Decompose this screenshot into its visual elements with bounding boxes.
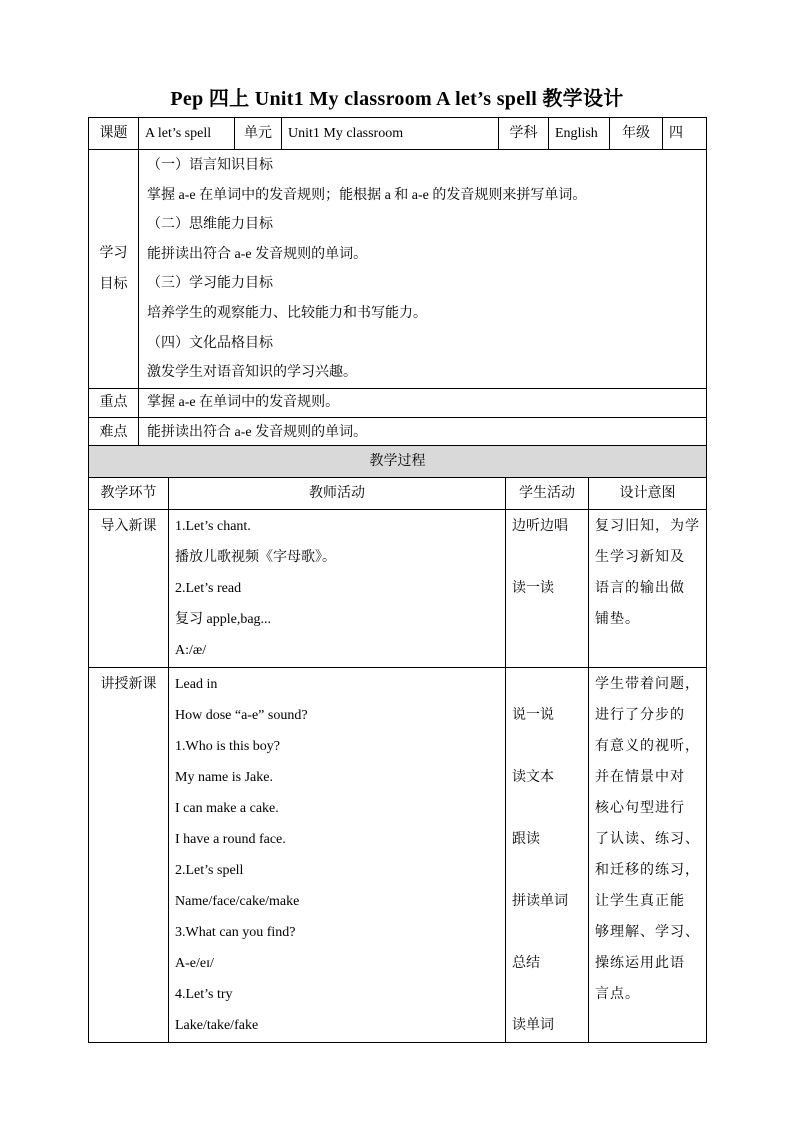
intent-line: 进行了分步的 (595, 708, 685, 723)
teacher-line: A-e/eɪ/ (175, 956, 214, 971)
difficulty-value: 能拼读出符合 a-e 发音规则的单词。 (139, 417, 707, 447)
teacher-line: A:/æ/ (175, 643, 207, 658)
intent-line: 操练运用此语 (595, 956, 685, 971)
student-line: 读单词 (512, 1018, 554, 1033)
goal-text: 能拼读出符合 a-e 发音规则的单词。 (147, 246, 368, 262)
difficulty-label: 难点 (89, 417, 139, 447)
student-line (512, 979, 588, 1010)
student-line: 总结 (512, 956, 540, 971)
topic-value: A let’s spell (139, 118, 235, 150)
teacher-line: 复习 apple,bag... (175, 612, 272, 627)
student-line (512, 855, 588, 886)
teacher-line: 播放儿歌视频《字母歌》。 (175, 550, 336, 565)
subject-value: English (549, 118, 610, 150)
goals-label (89, 150, 139, 389)
teacher-activity-cell (169, 510, 506, 668)
intent-line: 让学生真正能 (595, 894, 685, 909)
goals-content (139, 150, 707, 389)
goal-heading: （三）学习能力目标 (147, 276, 273, 292)
intent-line: 言点。 (595, 987, 640, 1002)
table-row (89, 668, 707, 1043)
student-activity-cell (506, 668, 589, 1043)
intent-line: 生学习新知及 (595, 550, 685, 565)
goal-text: 培养学生的观察能力、比较能力和书写能力。 (147, 305, 427, 321)
info-row (89, 118, 707, 150)
process-header-row (89, 446, 707, 478)
teacher-activity-cell (169, 668, 506, 1043)
teacher-line: How dose “a-e” sound? (175, 708, 308, 723)
student-line: 读一读 (512, 581, 554, 596)
intent-line: 和迁移的练习， (595, 863, 700, 878)
teacher-line: 3.What can you find? (175, 925, 296, 940)
lesson-info-table (88, 117, 707, 448)
student-line (512, 542, 588, 573)
column-header-teacher: 教师活动 (169, 478, 506, 510)
teacher-line: 1.Who is this boy? (175, 739, 280, 754)
column-header-student: 学生活动 (506, 478, 589, 510)
goal-text: 激发学生对语音知识的学习兴趣。 (147, 365, 357, 381)
intent-line: 学生带着问题， (595, 677, 700, 692)
goal-heading: （二）思维能力目标 (147, 217, 273, 233)
document-title: Pep 四上 Unit1 My classroom A let’s spell 教学设计 (170, 88, 624, 110)
goals-label-line-2: 目标 (99, 276, 128, 292)
student-line (512, 669, 588, 700)
grade-label: 年级 (610, 118, 663, 150)
intent-line: 复习旧知，为学 (595, 519, 700, 534)
table-row (89, 510, 707, 668)
goals-row (89, 150, 707, 389)
subject-label: 学科 (499, 118, 549, 150)
teacher-line: I have a round face. (175, 832, 286, 847)
student-line: 读文本 (512, 770, 554, 785)
stage-cell: 导入新课 (89, 510, 169, 668)
student-line (512, 731, 588, 762)
teaching-process-table (88, 445, 707, 1043)
topic-label: 课题 (89, 118, 139, 150)
goal-text: 掌握 a-e 在单词中的发音规则；能根据 a 和 a-e 的发音规则来拼写单词。 (147, 187, 587, 203)
teacher-line: 1.Let’s chant. (175, 519, 251, 534)
student-line: 跟读 (512, 832, 540, 847)
intent-line: 核心句型进行 (595, 801, 685, 816)
key-point-label: 重点 (89, 388, 139, 417)
student-line: 说一说 (512, 708, 554, 723)
process-header: 教学过程 (89, 446, 707, 478)
column-header-stage: 教学环节 (89, 478, 169, 510)
student-line (512, 917, 588, 948)
intent-line: 铺垫。 (595, 612, 640, 627)
goals-label-line-1: 学习 (99, 245, 128, 261)
student-line: 拼读单词 (512, 894, 568, 909)
teacher-line: Lake/take/fake (175, 1018, 259, 1033)
teacher-line: My name is Jake. (175, 770, 273, 785)
teacher-line: Name/face/cake/make (175, 894, 300, 909)
teacher-line: I can make a cake. (175, 801, 279, 816)
goal-heading: （一）语言知识目标 (147, 158, 273, 173)
intent-line: 够理解、学习、 (595, 925, 700, 940)
key-point-value: 掌握 a-e 在单词中的发音规则。 (139, 388, 707, 417)
teacher-line: 2.Let’s spell (175, 863, 244, 878)
unit-value: Unit1 My classroom (282, 118, 499, 150)
teacher-line: 2.Let’s read (175, 581, 242, 596)
grade-value: 四 (663, 118, 707, 150)
stage-cell: 讲授新课 (89, 668, 169, 1043)
intent-line: 了认读、练习、 (595, 832, 700, 847)
design-intent-cell (589, 668, 707, 1043)
intent-line: 语言的输出做 (595, 581, 685, 596)
key-point-row (89, 388, 707, 417)
student-line (512, 793, 588, 824)
column-header-intent: 设计意图 (589, 478, 707, 510)
unit-label: 单元 (235, 118, 282, 150)
student-activity-cell (506, 510, 589, 668)
teacher-line: Lead in (175, 677, 218, 692)
difficulty-row (89, 417, 707, 447)
teacher-line: 4.Let’s try (175, 987, 233, 1002)
goal-heading: （四）文化品格目标 (147, 335, 273, 351)
intent-line: 并在情景中对 (595, 770, 685, 785)
student-line: 边听边唱 (512, 519, 568, 534)
design-intent-cell (589, 510, 707, 668)
process-columns-row (89, 478, 707, 510)
intent-line: 有意义的视听， (595, 739, 700, 754)
